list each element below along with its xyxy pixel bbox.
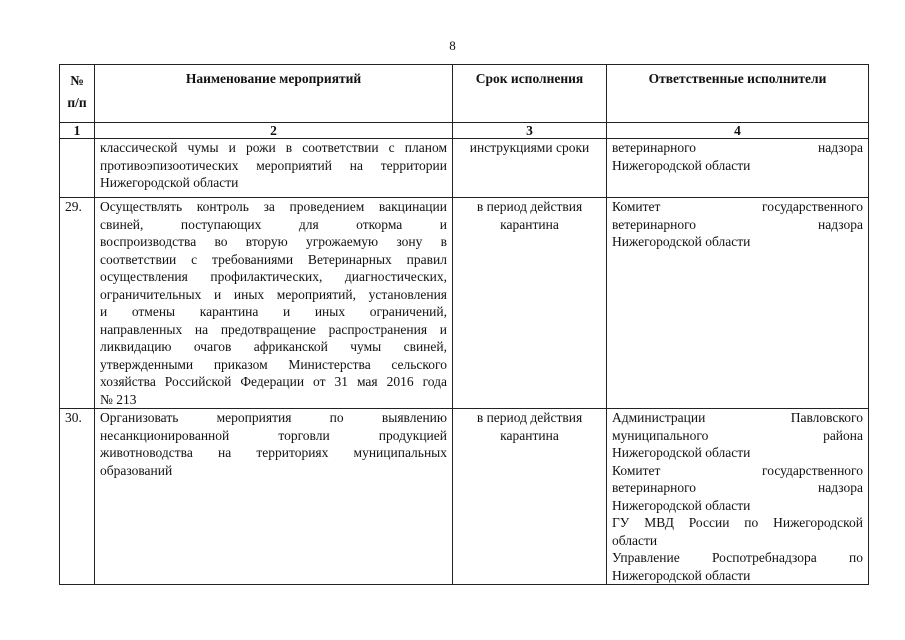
row-number: [60, 139, 95, 198]
header-name: Наименование мероприятий: [95, 65, 453, 123]
table-body: [60, 139, 869, 585]
column-number: 2: [95, 123, 453, 139]
measure-name-line: воспроизводства во вторую угрожаемую зону в: [100, 234, 447, 249]
measure-name-line: Нижегородской области: [100, 175, 239, 190]
measure-name-line: свиней, поступающих для откорма и: [100, 216, 447, 232]
measure-name-line: несанкционированной торговли продукцией: [100, 427, 447, 443]
measure-name-line: классической чумы и рожи в соответствии с планом: [100, 140, 447, 155]
deadline: [453, 198, 607, 409]
column-number-row: [60, 123, 869, 139]
header-responsible: Ответственные исполнители: [607, 65, 869, 123]
responsible-line: области: [612, 532, 658, 548]
measure-name-line: осуществления профилактических, диагностических,: [100, 269, 447, 284]
measure-name: [95, 139, 453, 198]
responsible-line: Нижегородской области: [612, 497, 751, 513]
measure-name-line: соответствии с требованиями Ветеринарных правил: [100, 251, 447, 267]
responsible-line: ветеринарного надзора: [612, 216, 863, 232]
responsible-line: Нижегородской области: [612, 567, 751, 583]
header-number-line2: п/п: [67, 95, 87, 110]
measure-name-line: № 213: [100, 391, 137, 407]
deadline-line: инструкциями сроки: [469, 140, 590, 155]
measure-name: [95, 198, 453, 409]
measure-name-line: животноводства на территориях муниципальных: [100, 445, 447, 460]
responsible-line: муниципального района: [612, 427, 863, 443]
table-header-row: [60, 65, 869, 123]
measure-name-line: направленных на предотвращение распространения и: [100, 321, 447, 337]
deadline: [453, 409, 607, 585]
deadline-line: в период действия: [476, 410, 583, 425]
table-row: [60, 409, 869, 585]
table-row: [60, 139, 869, 198]
responsible-line: Комитет государственного: [612, 199, 863, 214]
header-deadline: Срок исполнения: [453, 65, 607, 123]
column-number: 4: [607, 123, 869, 139]
responsible-line: ветеринарного надзора: [612, 140, 863, 155]
responsible: [607, 139, 869, 198]
responsible: [607, 198, 869, 409]
measure-name-line: противоэпизоотических мероприятий на территории: [100, 157, 447, 173]
responsible-line: Администрации Павловского: [612, 410, 863, 425]
measure-name-line: ограничительных и иных мероприятий, установления: [100, 286, 447, 302]
responsible: [607, 409, 869, 585]
measure-name-line: хозяйства Российской Федерации от 31 мая 2016 года: [100, 374, 447, 389]
responsible-line: Нижегородской области: [612, 445, 751, 460]
table-row: [60, 198, 869, 409]
measure-name: [95, 409, 453, 585]
responsible-line: Нижегородской области: [612, 157, 751, 173]
responsible-line: Управление Роспотребнадзора по: [612, 550, 863, 565]
deadline-line: карантина: [500, 216, 559, 232]
measure-name-line: утвержденными приказом Министерства сельского: [100, 356, 447, 372]
deadline-line: карантина: [500, 427, 559, 443]
responsible-line: Нижегородской области: [612, 234, 751, 249]
deadline: [453, 139, 607, 198]
measure-name-line: ликвидацию очагов африканской чумы свиней,: [100, 339, 447, 354]
row-number: 29.: [60, 198, 95, 409]
column-number: 3: [453, 123, 607, 139]
measures-table: [59, 64, 869, 585]
deadline-line: в период действия: [476, 199, 583, 214]
measure-name-line: образований: [100, 462, 173, 478]
responsible-line: ГУ МВД России по Нижегородской: [612, 515, 863, 530]
responsible-line: Комитет государственного: [612, 462, 863, 478]
measure-name-line: и отмены карантина и иных ограничений,: [100, 304, 447, 319]
measure-name-line: Организовать мероприятия по выявлению: [100, 410, 447, 425]
column-number: 1: [60, 123, 95, 139]
responsible-line: ветеринарного надзора: [612, 480, 863, 495]
row-number: 30.: [60, 409, 95, 585]
header-number: [60, 65, 95, 123]
measure-name-line: Осуществлять контроль за проведением вакцинации: [100, 199, 447, 214]
header-number-line1: №: [70, 73, 84, 88]
page-number: 8: [449, 38, 456, 53]
